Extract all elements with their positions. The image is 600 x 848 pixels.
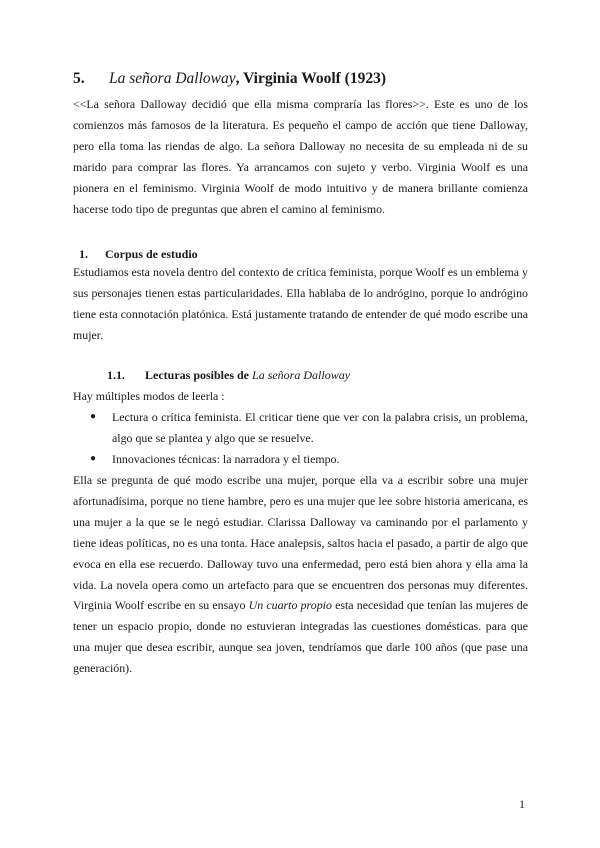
chapter-title-italic: La señora Dalloway	[109, 70, 236, 87]
page-number: 1	[519, 797, 525, 811]
chapter-number: 5.	[73, 70, 85, 87]
subsection-title-bold: Lecturas posibles de	[145, 368, 253, 382]
subsection-title-italic: La señora Dalloway	[252, 368, 351, 382]
list-item-text: Lectura o crítica feminista. El criticar tiene que ver con la palabra crisis, un problema, algo que se plantea y algo que se resuelve.	[112, 410, 528, 445]
reading-modes-list	[90, 407, 528, 470]
corpus-paragraph: Estudiamos esta novela dentro del contexto de crítica feminista, porque Woolf es un emblema y sus personajes tienen estas particularidades. Ella hablaba de lo andrógino, porque lo andrógino tiene esta connotación platónica. Está justamente tratando de entender de qué modo escribe una mujer.	[73, 265, 528, 342]
analysis-text-part-1: Ella se pregunta de qué modo escribe una mujer, porque ella va a escribir sobre una mujer afortunadísima, porque no tiene hambre, pero es una mujer que lee sobre historia americana, es una mujer a la que se le negó estudiar. Clarissa Dalloway va caminando por el parlamento y tiene ideas políticas, no es una tonta. Hace analepsis, saltos hacia el pasado, a partir de algo que evoca en ella ese recuerdo. Dalloway tuvo una enfermedad, pero está bien ahora y ella ama la vida. La novela opera como un artefacto para que se encuentren dos personas muy diferentes. Virginia Woolf escribe en su ensayo	[73, 473, 528, 613]
list-item-text: Innovaciones técnicas: la narradora y el tiempo.	[112, 451, 340, 466]
bullet-dot-icon: ●	[90, 452, 97, 464]
subsection-number: 1.1.	[107, 368, 125, 382]
bullet-dot-icon: ●	[90, 411, 97, 422]
chapter-heading	[73, 70, 528, 88]
analysis-paragraph	[73, 470, 528, 679]
section-number: 1.	[79, 247, 88, 261]
modes-lead-line: Hay múltiples modos de leerla :	[73, 389, 225, 403]
intro-paragraph: <<La señora Dalloway decidió que ella misma compraría las flores>>. Este es uno de los comienzos más famosos de la literatura. Es pequeño el campo de acción que tiene Dalloway, pero ella toma las riendas de algo. La señora Dalloway no necesita de su empleada ni de su marido para comprar las flores. Ya arrancamos con sujeto y verbo. Virginia Woolf es una pionera en el feminismo. Virginia Woolf de modo intuitivo y de manera brillante comienza hacerse todo tipo de preguntas que abren el camino al feminismo.	[73, 97, 528, 216]
chapter-title-rest: , Virginia Woolf (1923)	[235, 70, 387, 87]
analysis-text-part-2: esta necesidad que tenían las mujeres de tener un espacio propio, donde no estuvieran integradas las cuestiones domésticas. para que una mujer que desea escribir, aunque sea joven, tendríamos que darle 100 años (que pase una generación).	[73, 598, 528, 676]
list-item	[90, 407, 528, 449]
section-heading-corpus	[73, 247, 528, 262]
list-item	[90, 449, 528, 470]
subsection-heading-lecturas	[107, 368, 527, 383]
essay-title-italic: Un cuarto propio	[248, 598, 332, 613]
section-title: Corpus de estudio	[105, 247, 198, 261]
